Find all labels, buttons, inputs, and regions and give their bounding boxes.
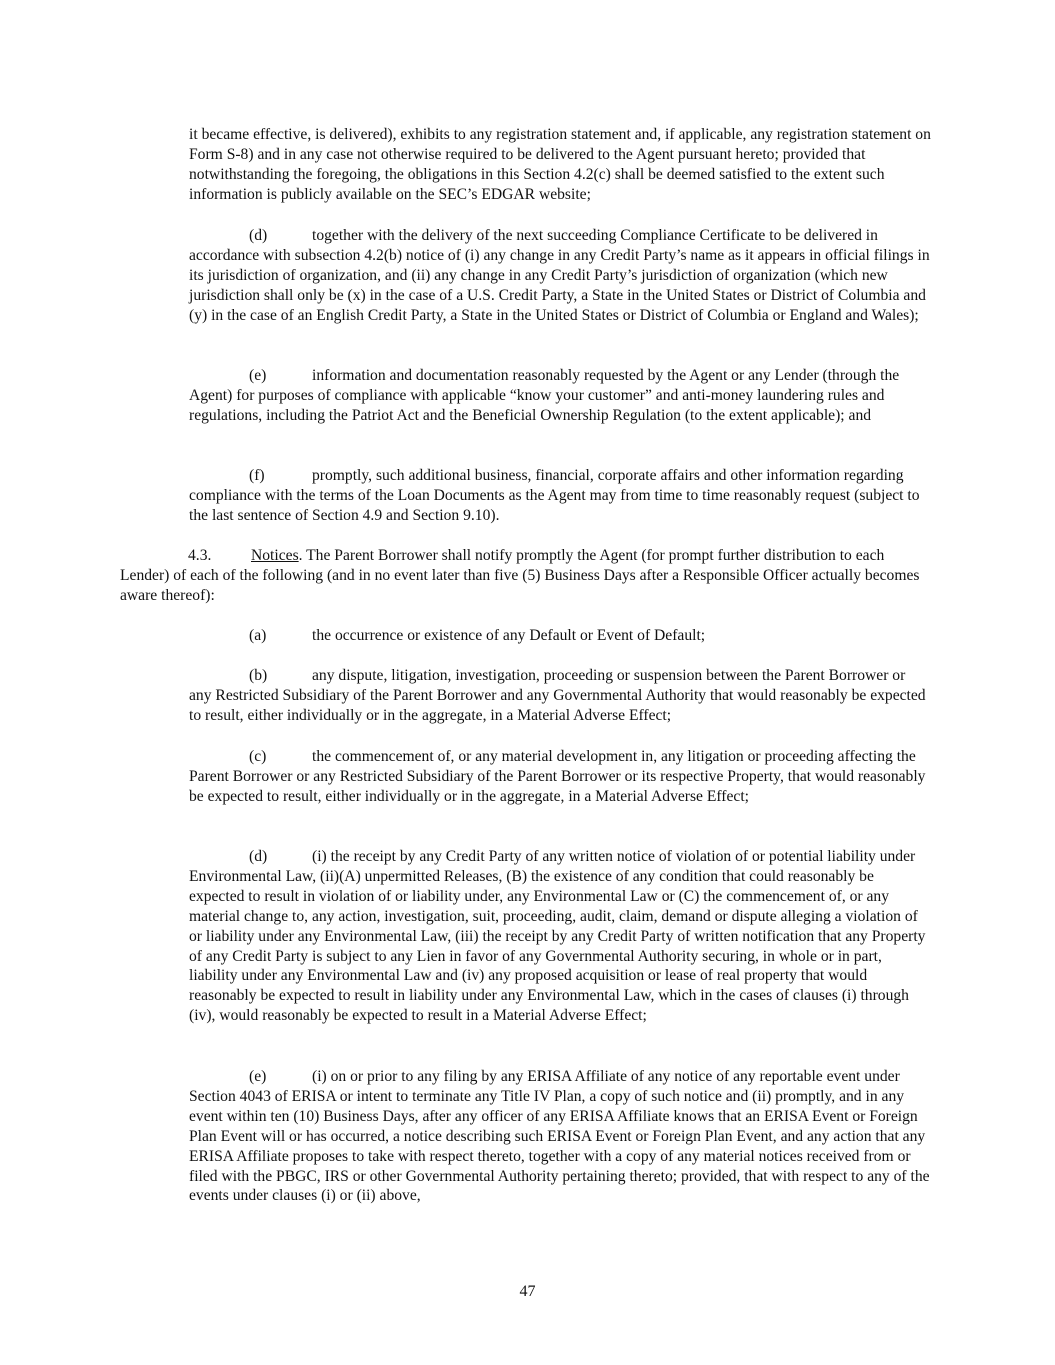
clause-text: the occurrence or existence of any Default or Event of Default; (312, 627, 706, 644)
page-number: 47 (519, 1283, 536, 1300)
intro-paragraph: it became effective, is delivered), exhibits to any registration statement and, if applicable, any registration statement on Form S-8) and in any case not otherwise required to be delivered to the Agent pursuant hereto; provided that notwithstanding the foregoing, the obligations in this Section 4.2(c) shall be deemed satisfied to the extent such information is publicly available on the SEC’s EDGAR website; (189, 126, 931, 203)
clause-4-3-b (189, 666, 931, 726)
clause-label: (e) (249, 1068, 267, 1085)
clause-text: (i) the receipt by any Credit Party of any written notice of violation of or potential liability under Environmental Law, (ii)(A) unpermitted Releases, (B) the existence of any condition that could reasonably be expected to result in violation of or liability under, any Environmental Law or (C) the commencement of, or any material change to, any action, investigation, suit, proceeding, audit, claim, demand or dispute alleging a violation of or liability under any Environmental Law, (iii) the receipt by any Credit Party of written notification that any Property of any Credit Party is subject to any Lien in favor of any Governmental Authority securing, in whole or in part, liability under any Environmental Law and (iv) any proposed acquisition or lease of real property that would reasonably be expected to result in liability under any Environmental Law, which in the cases of clauses (i) through (iv), would reasonably be expected to result in a Material Adverse Effect; (189, 848, 926, 1025)
clause-4-2-d (189, 226, 931, 326)
clause-label: (a) (249, 627, 267, 644)
clause-text: any dispute, litigation, investigation, proceeding or suspension between the Parent Borrower or any Restricted Subsidiary of the Parent Borrower and any Governmental Authority that would reasonably be expected to result, either individually or in the aggregate, in a Material Adverse Effect; (189, 667, 926, 724)
clause-text: (i) on or prior to any filing by any ERISA Affiliate of any notice of any reportable event under Section 4043 of ERISA or intent to terminate any Title IV Plan, a copy of such notice and (ii) promptly, and in any event within ten (10) Business Days, after any officer of any ERISA Affiliate knows that an ERISA Event or Foreign Plan Event will or has occurred, a notice describing such ERISA Event or Foreign Plan Event, and any action that any ERISA Affiliate proposes to take with respect thereto, together with a copy of any material notices received from or filed with the PBGC, IRS or other Governmental Authority pertaining thereto; provided, that with respect to any of the events under clauses (i) or (ii) above, (189, 1068, 930, 1205)
section-4-3-heading-paragraph (120, 546, 931, 606)
clause-4-3-a (189, 626, 931, 646)
clause-4-3-c (189, 747, 931, 807)
section-title: Notices (251, 547, 299, 564)
clause-label: (d) (249, 227, 268, 244)
clause-text: information and documentation reasonably requested by the Agent or any Lender (through the Agent) for purposes of compliance with applicable “know your customer” and anti-money laundering rules and regulations, including the Patriot Act and the Beneficial Ownership Regulation (to the extent applicable); and (189, 367, 900, 424)
clause-label: (f) (249, 467, 265, 484)
clause-label: (c) (249, 748, 267, 765)
clause-4-2-f (189, 466, 931, 526)
clause-label: (b) (249, 667, 268, 684)
clause-4-3-e (189, 1067, 931, 1206)
clause-text: promptly, such additional business, financial, corporate affairs and other information regarding compliance with the terms of the Loan Documents as the Agent may from time to time reasonably request (subject to the last sentence of Section 4.9 and Section 9.10). (189, 467, 920, 524)
clause-label: (d) (249, 848, 268, 865)
clause-text: the commencement of, or any material development in, any litigation or proceeding affecting the Parent Borrower or any Restricted Subsidiary of the Parent Borrower or its respective Property, that would reasonably be expected to result, either individually or in the aggregate, in a Material Adverse Effect; (189, 748, 926, 805)
clause-4-2-e (189, 366, 931, 426)
section-text: . The Parent Borrower shall notify promptly the Agent (for prompt further distribution to each Lender) of each of the following (and in no event later than five (5) Business Days after a Responsible Officer actually becomes aware thereof): (120, 547, 920, 604)
clause-label: (e) (249, 367, 267, 384)
clause-4-3-d (189, 847, 931, 1026)
section-number: 4.3. (188, 547, 212, 564)
clause-text: together with the delivery of the next succeeding Compliance Certificate to be delivered in accordance with subsection 4.2(b) notice of (i) any change in any Credit Party’s name as it appears in official filings in its jurisdiction of organization, and (ii) any change in any Credit Party’s jurisdiction of organization (which new jurisdiction shall only be (x) in the case of a U.S. Credit Party, a State in the United States or District of Columbia and (y) in the case of an English Credit Party, a State in the United States or District of Columbia or England and Wales); (189, 227, 930, 324)
